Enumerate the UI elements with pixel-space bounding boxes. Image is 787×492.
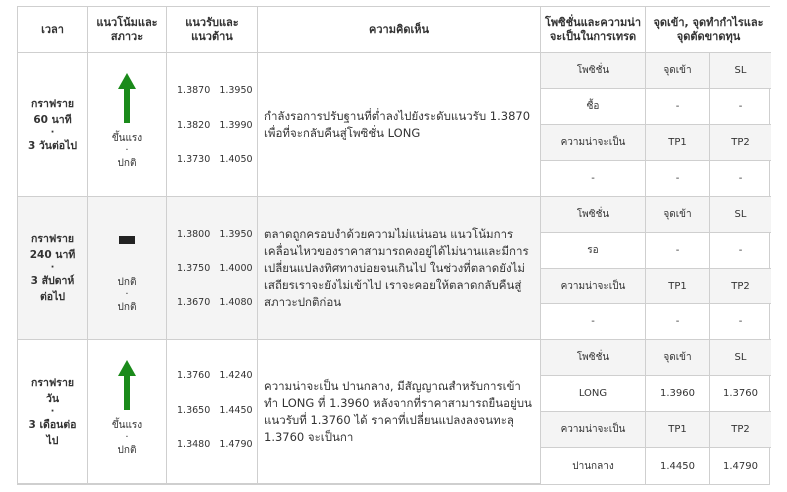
trend-label-condition: ปกติ bbox=[117, 158, 137, 169]
period-horizon: 3 วันต่อไป bbox=[27, 139, 78, 152]
separator-dot: · bbox=[125, 145, 129, 156]
period-line1: กราฟราย bbox=[30, 97, 74, 110]
row2-entry-label: จุดเข้า bbox=[646, 197, 710, 233]
header-support-resistance: แนวรับและแนวต้าน bbox=[167, 7, 258, 53]
row3-entry-value: 1.3960 bbox=[646, 376, 710, 412]
row1-tp2-value: - bbox=[710, 161, 771, 197]
level-row: 1.3870 1.3950 bbox=[177, 85, 253, 96]
row3-sl-value: 1.3760 bbox=[710, 376, 771, 412]
row3-tp1-value: 1.4450 bbox=[646, 448, 710, 484]
row1-trend bbox=[88, 53, 167, 197]
level-row: 1.3750 1.4000 bbox=[177, 263, 253, 274]
header-comment: ความคิดเห็น bbox=[258, 7, 541, 53]
row3-position-value: LONG bbox=[541, 376, 646, 412]
row2-entry-value: - bbox=[646, 233, 710, 269]
level-row: 1.3670 1.4080 bbox=[177, 297, 253, 308]
row2-levels bbox=[167, 197, 258, 340]
row3-tp1-label: TP1 bbox=[646, 412, 710, 448]
period-horizon: 3 เดือนต่อไป bbox=[28, 418, 77, 447]
period-line2: 240 นาที bbox=[29, 249, 76, 261]
header-position: โพซิชั่นและความน่าจะเป็นในการเทรด bbox=[541, 7, 646, 53]
row3-sl-label: SL bbox=[710, 340, 771, 376]
separator-dot: · bbox=[50, 262, 55, 273]
row2-sl-label: SL bbox=[710, 197, 771, 233]
row1-levels bbox=[167, 53, 258, 197]
row2-tp1-label: TP1 bbox=[646, 269, 710, 304]
row1-entry-value: - bbox=[646, 89, 710, 125]
row3-tp2-label: TP2 bbox=[710, 412, 771, 448]
separator-dot: · bbox=[50, 405, 55, 417]
row1-position-label: โพซิชั่น bbox=[541, 53, 646, 89]
row1-tp2-label: TP2 bbox=[710, 125, 771, 161]
arrow-up-icon bbox=[117, 360, 137, 410]
row2-position-value: รอ bbox=[541, 233, 646, 269]
period-horizon: 3 สัปดาห์ต่อไป bbox=[30, 275, 75, 303]
row2-sl-value: - bbox=[710, 233, 771, 269]
period-line2: 60 นาที bbox=[33, 113, 72, 126]
row2-trend bbox=[88, 197, 167, 340]
trend-label-strength: ขึ้นแรง bbox=[111, 420, 143, 431]
header-time: เวลา bbox=[18, 7, 88, 53]
row1-comment: กำลังรอการปรับฐานที่ต่ำลงไปยังระดับแนวรับ 1.3870 เพื่อที่จะกลับคืนสู่โพซิชั่น LONG bbox=[258, 53, 541, 197]
row3-entry-label: จุดเข้า bbox=[646, 340, 710, 376]
row3-position-label: โพซิชั่น bbox=[541, 340, 646, 376]
row2-tp1-value: - bbox=[646, 304, 710, 340]
level-row: 1.3760 1.4240 bbox=[177, 370, 253, 381]
row1-position-value: ซื้อ bbox=[541, 89, 646, 125]
trend-label-strength: ขึ้นแรง bbox=[111, 133, 143, 144]
row3-period bbox=[18, 340, 88, 484]
row3-tp2-value: 1.4790 bbox=[723, 460, 758, 472]
arrow-up-icon bbox=[117, 73, 137, 123]
header-trend: แนวโน้มและสภาวะ bbox=[88, 7, 167, 53]
separator-dot: · bbox=[125, 432, 129, 443]
row2-period bbox=[18, 197, 88, 340]
flat-dash-icon bbox=[117, 235, 137, 245]
row3-trend bbox=[88, 340, 167, 484]
row2-comment: ตลาดถูกครอบงำด้วยความไม่แน่นอน แนวโน้มการเคลื่อนไหวของราคาสามารถคงอยู่ได้ไม่นานและมีการเปลี่ยนแปลงทิศทางบ่อยจนเกินไป ในช่วงที่ตลาดยังไม่เสถียรเราจะยังไม่เข้าไป เราจะคอยให้ตลาดกลับคืนสู่สภาวะปกติก่อน bbox=[258, 197, 541, 340]
row3-probability-label: ความน่าจะเป็น bbox=[541, 412, 646, 448]
row1-entry-label: จุดเข้า bbox=[646, 53, 710, 89]
row1-sl-label: SL bbox=[710, 53, 771, 89]
trend-label-condition: ปกติ bbox=[117, 302, 137, 313]
row1-tp1-value: - bbox=[646, 161, 710, 197]
level-row: 1.3730 1.4050 bbox=[177, 154, 253, 165]
header-entry-tp-sl: จุดเข้า, จุดทำกำไรและจุดตัดขาดทุน bbox=[646, 7, 771, 53]
separator-dot: · bbox=[50, 126, 55, 138]
row2-position-label: โพซิชั่น bbox=[541, 197, 646, 233]
row1-probability-label: ความน่าจะเป็น bbox=[541, 125, 646, 161]
row2-tp2-value: - bbox=[710, 304, 771, 340]
row1-probability-value: - bbox=[541, 161, 646, 197]
level-row: 1.3800 1.3950 bbox=[177, 229, 253, 240]
level-row: 1.3480 1.4790 bbox=[177, 439, 253, 450]
row3-levels bbox=[167, 340, 258, 484]
trend-label-condition: ปกติ bbox=[117, 445, 137, 456]
level-row: 1.3650 1.4450 bbox=[177, 405, 253, 416]
separator-dot: · bbox=[125, 289, 129, 300]
row2-probability-label: ความน่าจะเป็น bbox=[541, 269, 646, 304]
row1-period bbox=[18, 53, 88, 197]
row3-comment: ความน่าจะเป็น ปานกลาง, มีสัญญาณสำหรับการเข้าทำ LONG ที่ 1.3960 หลังจากที่ราคาสามารถยืนอยู่บนแนวรับที่ 1.3760 ได้ ราคาที่เปลี่ยนแปลงลงจนทะลุ 1.3760 จะเป็นกา bbox=[258, 340, 541, 484]
period-line1: กราฟราย bbox=[30, 376, 74, 389]
row3-probability-value: ปานกลาง bbox=[541, 448, 646, 484]
row1-tp1-label: TP1 bbox=[646, 125, 710, 161]
period-line2: วัน bbox=[45, 392, 60, 405]
row1-sl-value: - bbox=[710, 89, 771, 125]
period-line1: กราฟราย bbox=[30, 233, 74, 245]
row2-tp2-label: TP2 bbox=[710, 269, 771, 304]
level-row: 1.3820 1.3990 bbox=[177, 120, 253, 131]
trend-label-strength: ปกติ bbox=[117, 277, 137, 288]
row2-probability-value: - bbox=[541, 304, 646, 340]
forecast-table bbox=[17, 6, 770, 485]
